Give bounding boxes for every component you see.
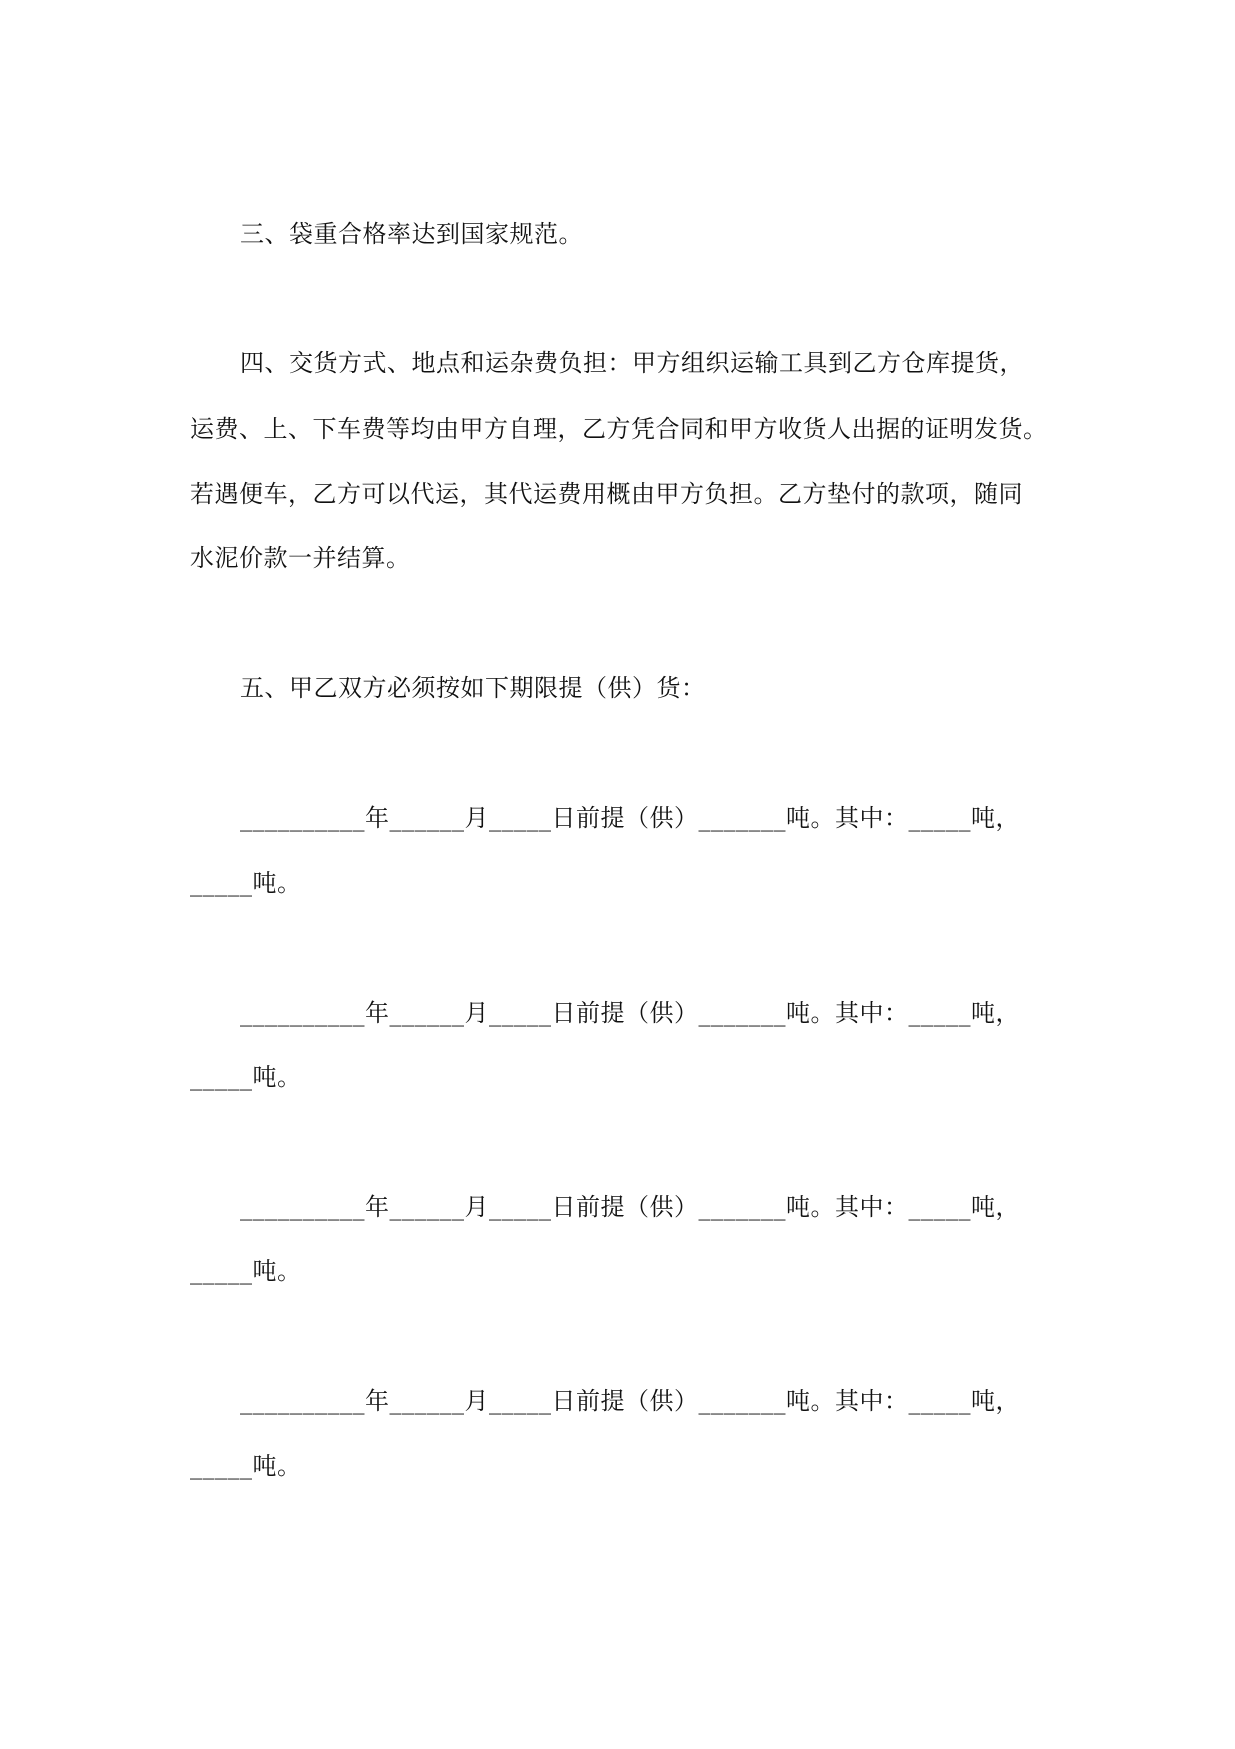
- schedule-entry-2-line2: _____吨。: [190, 1063, 302, 1091]
- section4-line2: 运费、上、下车费等均由甲方自理，乙方凭合同和甲方收货人出据的证明发货。: [190, 415, 1048, 443]
- section4-line1: 四、交货方式、地点和运杂费负担：甲方组织运输工具到乙方仓库提货，: [240, 349, 1024, 377]
- schedule-entry-3-line2: _____吨。: [190, 1257, 302, 1285]
- section5-heading: 五、甲乙双方必须按如下期限提（供）货：: [240, 674, 706, 702]
- schedule-entry-4-line2: _____吨。: [190, 1452, 302, 1480]
- schedule-entry-3-line1: __________年______月_____日前提（供）_______吨。其中：_____吨，: [240, 1193, 1020, 1221]
- schedule-entry-1-line1: __________年______月_____日前提（供）_______吨。其中：_____吨，: [240, 804, 1020, 832]
- schedule-entry-4-line1: __________年______月_____日前提（供）_______吨。其中：_____吨，: [240, 1387, 1020, 1415]
- section4-line4: 水泥价款一并结算。: [190, 544, 411, 572]
- schedule-entry-1-line2: _____吨。: [190, 869, 302, 897]
- section4-line3: 若遇便车，乙方可以代运，其代运费用概由甲方负担。乙方垫付的款项，随同: [190, 480, 1023, 508]
- schedule-entry-2-line1: __________年______月_____日前提（供）_______吨。其中：_____吨，: [240, 999, 1020, 1027]
- section3-text: 三、袋重合格率达到国家规范。: [240, 220, 583, 248]
